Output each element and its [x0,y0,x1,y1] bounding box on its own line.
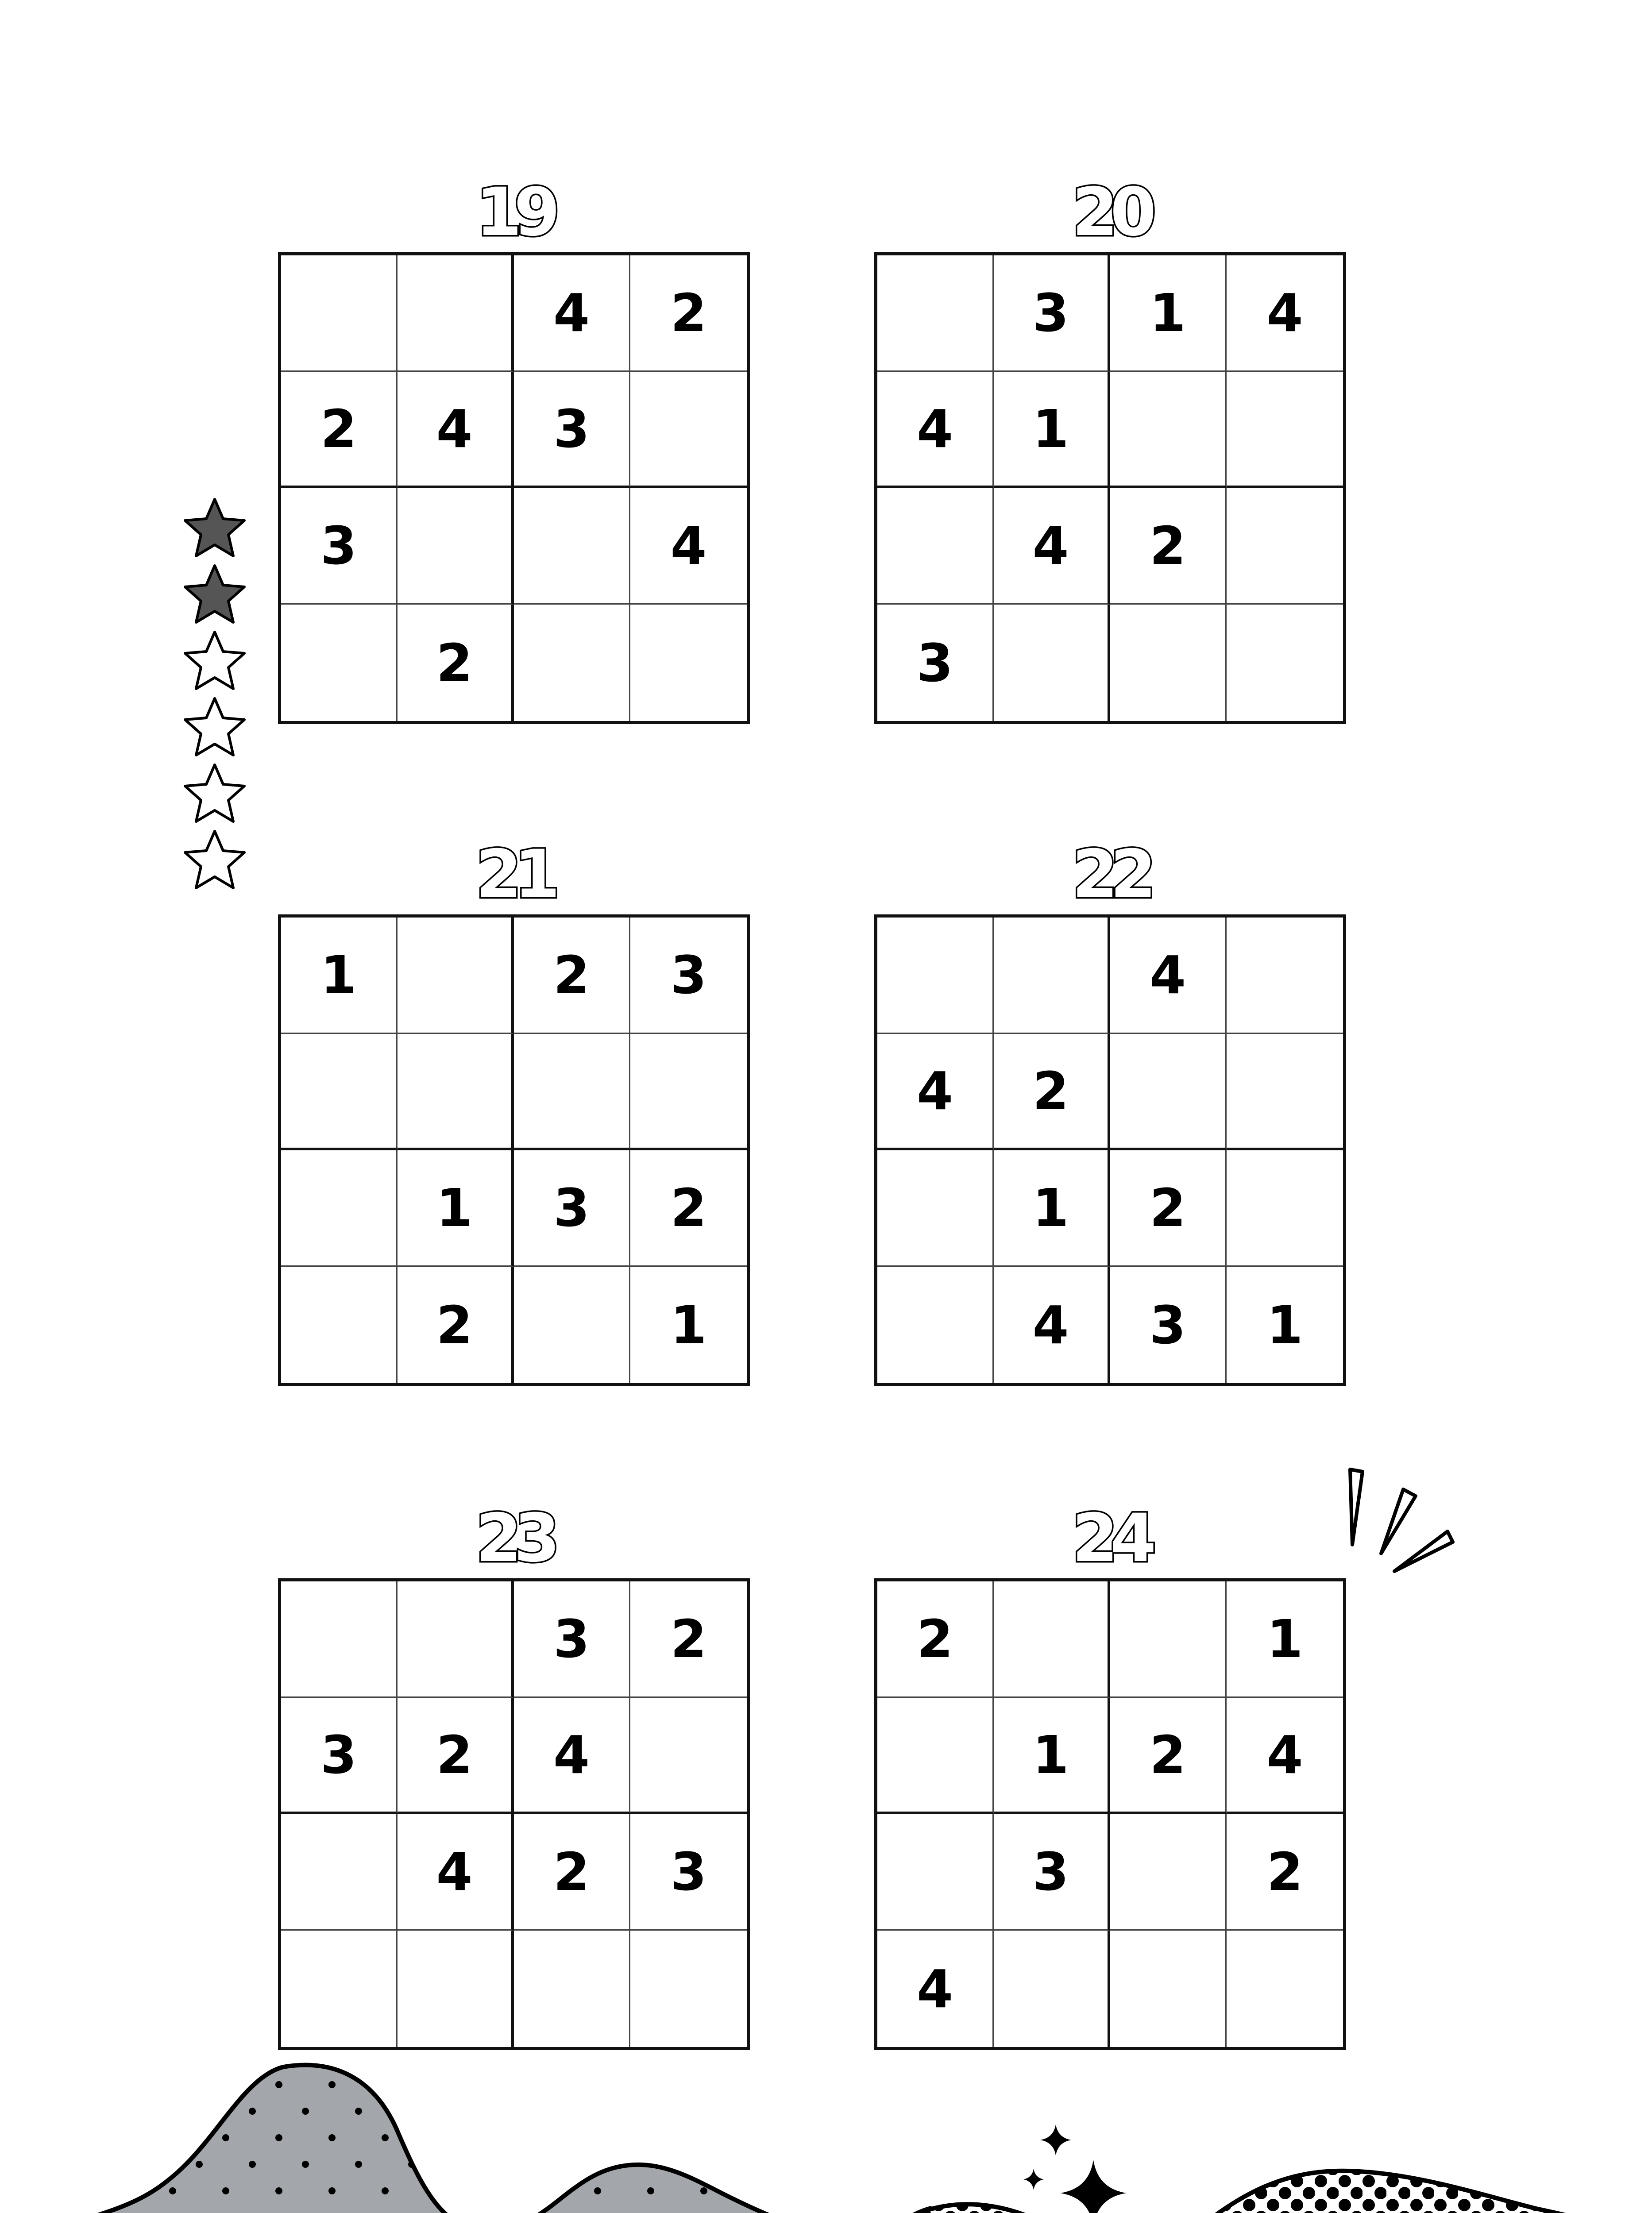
grid-cell [630,1931,747,2047]
grid-cell [994,1581,1110,1698]
puzzle-number: 23 [475,1500,552,1577]
grid-cell [630,1698,747,1814]
grid-cell [398,1581,514,1698]
grid-cell [398,255,514,372]
grid-cell: 4 [877,372,994,488]
star-empty-icon [181,828,248,894]
grid-cell [630,372,747,488]
grid-cell [281,605,398,721]
grid-cell [1110,1581,1227,1698]
sudoku-grid [874,252,1346,724]
grid-cell: 2 [630,255,747,372]
grid-cell [877,1267,994,1383]
grid-cell: 2 [281,372,398,488]
grid-cell [281,1814,398,1931]
grid-cell [514,488,630,605]
grid-cell: 2 [994,1034,1110,1150]
grid-cell [630,1034,747,1150]
sudoku-grid [278,252,750,724]
grid-cell: 3 [514,1581,630,1698]
grid-cell [877,1150,994,1267]
grid-cell: 3 [994,255,1110,372]
grid-cell: 1 [670,1294,707,1356]
grid-cell: 3 [281,488,398,605]
grid-cell [1227,1034,1343,1150]
puzzle-number: 24 [1072,1500,1149,1577]
grid-cell: 3 [630,1814,747,1931]
grid-cell [281,1581,398,1698]
grid-cell [514,1931,630,2047]
sudoku-grid [278,1578,750,2050]
grid-cell: 3 [1110,1267,1227,1383]
grid-cell [630,605,747,721]
grid-cell [281,1034,398,1150]
dotted-wave-decoration [925,2171,1594,2213]
grid-cell [1227,488,1343,605]
grid-cell [994,918,1110,1034]
grid-cell: 3 [514,372,630,488]
grid-cell: 1 [398,1150,514,1267]
grid-cell: 4 [514,255,630,372]
grid-cell: 4 [1227,255,1343,372]
star-empty-icon [181,761,248,828]
grid-cell [1227,372,1343,488]
puzzle-number: 22 [1072,836,1149,913]
grid-cell [514,1267,630,1383]
grid-cell [514,1034,630,1150]
grid-cell: 1 [1266,1294,1303,1356]
grid-cell: 4 [1227,1698,1343,1814]
grid-cell [398,1034,514,1150]
grid-cell: 1 [1110,255,1227,372]
star-filled-icon [181,496,248,562]
grid-cell: 4 [994,1267,1110,1383]
grid-cell [1227,918,1343,1034]
grid-cell: 3 [877,605,994,721]
puzzle-number: 21 [475,836,552,913]
puzzle-number: 20 [1072,174,1149,251]
grid-cell [514,605,630,721]
sudoku-grid [874,1578,1346,2050]
grid-cell: 4 [994,488,1110,605]
grid-cell [281,1931,398,2047]
grid-cell: 2 [398,1698,514,1814]
grid-cell [1110,1814,1227,1931]
grid-cell: 3 [514,1150,630,1267]
grid-cell: 1 [994,372,1110,488]
grid-cell [1110,1931,1227,2047]
grid-cell [281,255,398,372]
grid-cell: 2 [630,1150,747,1267]
grid-cell [877,1698,994,1814]
grid-cell [1110,372,1227,488]
grid-cell [281,1267,398,1383]
sudoku-grid [278,914,750,1386]
grid-cell: 2 [1227,1814,1343,1931]
grid-cell: 3 [630,918,747,1034]
grid-cell [398,918,514,1034]
grid-cell: 2 [1110,488,1227,605]
star-filled-icon [181,562,248,628]
sudoku-grid [874,914,1346,1386]
grid-cell [877,488,994,605]
grid-cell [281,1150,398,1267]
grid-cell: 2 [398,1267,514,1383]
hills-decoration [64,2065,943,2213]
grid-cell [1227,1150,1343,1267]
grid-cell: 3 [281,1698,398,1814]
grid-cell: 3 [994,1814,1110,1931]
grid-cell: 2 [514,1814,630,1931]
grid-cell [1227,605,1343,721]
grid-cell: 1 [1227,1581,1343,1698]
star-empty-icon [181,628,248,695]
action-lines-decoration [1350,1469,1453,1571]
star-empty-icon [181,695,248,761]
grid-cell: 2 [630,1581,747,1698]
grid-cell [877,255,994,372]
grid-cell: 2 [1110,1150,1227,1267]
grid-cell: 2 [877,1581,994,1698]
grid-cell [1227,1931,1343,2047]
grid-cell: 4 [398,1814,514,1931]
grid-cell [994,605,1110,721]
grid-cell: 1 [994,1150,1110,1267]
grid-cell [877,1814,994,1931]
grid-cell [398,488,514,605]
grid-cell: 4 [398,372,514,488]
sparkle-icon [1023,2124,1127,2213]
grid-cell [398,1931,514,2047]
grid-cell [877,918,994,1034]
grid-cell: 4 [1110,918,1227,1034]
difficulty-rating [181,496,252,894]
grid-cell: 2 [398,605,514,721]
grid-cell [1110,605,1227,721]
puzzle-number: 19 [475,174,552,251]
grid-cell: 1 [281,918,398,1034]
grid-cell: 1 [994,1698,1110,1814]
grid-cell: 2 [1110,1698,1227,1814]
grid-cell [994,1931,1110,2047]
grid-cell [1110,1034,1227,1150]
grid-cell: 2 [514,918,630,1034]
grid-cell: 4 [514,1698,630,1814]
grid-cell: 4 [877,1931,994,2047]
grid-cell: 4 [877,1034,994,1150]
grid-cell: 4 [630,488,747,605]
